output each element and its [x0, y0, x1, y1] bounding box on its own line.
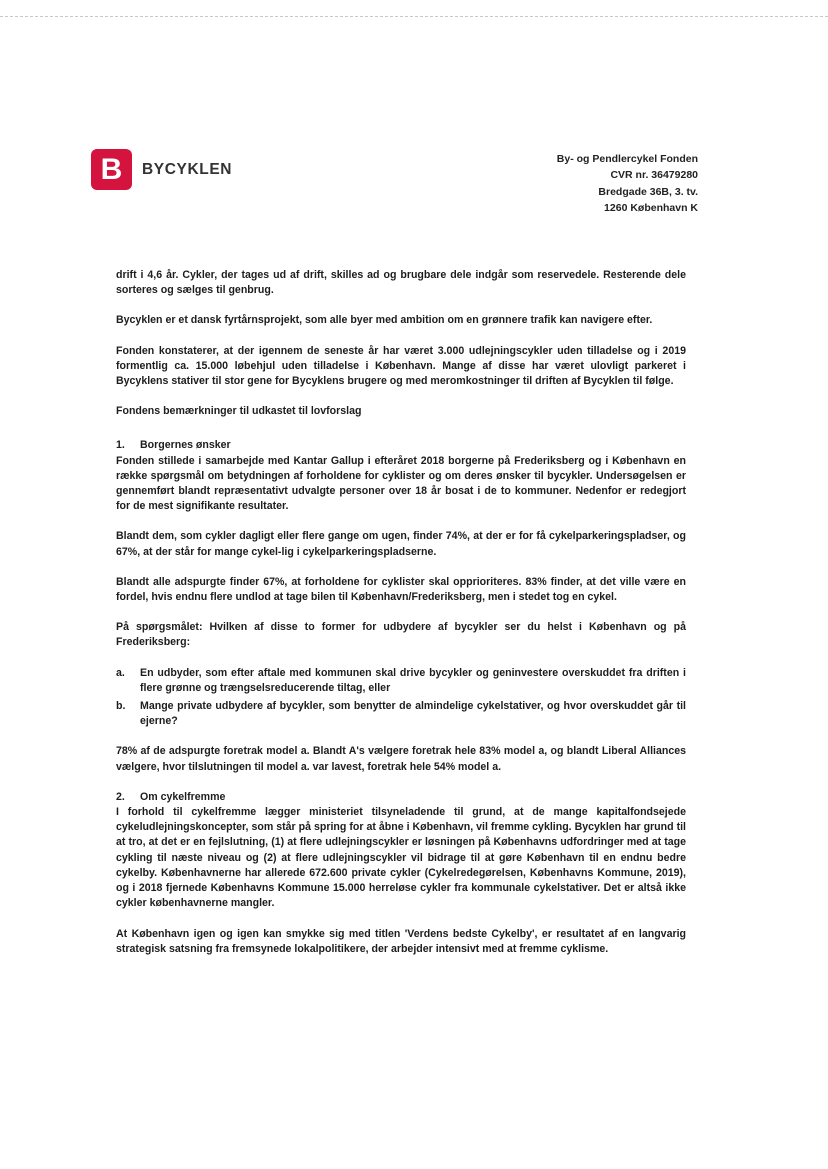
section-number: 1.	[116, 439, 125, 452]
bycyklen-logo	[91, 149, 232, 190]
sender-address	[557, 151, 698, 216]
paragraph: Fonden stillede i samarbejde med Kantar Gallup i efteråret 2018 borgerne på Frederiksberg og i København en række spørgsmål om betydningen af forholdene for cyklister og om deres ønsker til bycykler. Undersøgelsen er gennemført blandt repræsentativt udvalgte personer over 18 år bosat i de to kommuner. Nedenfor er redegjort for de mest signifikante resultater.	[116, 454, 686, 513]
list-item	[116, 699, 686, 729]
letter-body	[116, 268, 686, 972]
paragraph: drift i 4,6 år. Cykler, der tages ud af drift, skilles ad og brugbare dele indgår som reservedele. Resterende dele sorteres og sælges til genbrug.	[116, 269, 686, 297]
address-line-2: CVR nr. 36479280	[610, 169, 698, 182]
top-rule	[0, 16, 828, 17]
paragraph: På spørgsmålet: Hvilken af disse to former for udbydere af bycykler ser du helst i København og på Frederiksberg:	[116, 621, 686, 649]
paragraph: At København igen og igen kan smykke sig med titlen 'Verdens bedste Cykelby', er resultatet af en langvarig strategisk satsning fra fremsynede lokalpolitikere, der arbejder intensivt med at fremme cyklisme.	[116, 927, 686, 955]
paragraph: Blandt dem, som cykler dagligt eller flere gange om ugen, finder 74%, at der er for få cykelparkeringspladser, og 67%, at der står for mange cykel-lig i cykelparkeringspladserne.	[116, 530, 686, 558]
section-1-title	[116, 438, 686, 453]
section-heading: Fondens bemærkninger til udkastet til lovforslag	[116, 405, 362, 418]
section-2-title	[116, 790, 686, 805]
logo-wordmark: BYCYKLEN	[142, 160, 233, 178]
list-label: a.	[116, 666, 125, 679]
paragraph: 78% af de adspurgte foretrak model a. Blandt A's vælgere foretrak hele 83% model a, og blandt Liberal Alliances vælgere, hvor tilslutningen til model a. var lavest, foretrak hele 54% model a.	[116, 745, 686, 773]
paragraph: Bycyklen er et dansk fyrtårnsprojekt, som alle byer med ambition om en grønnere trafik kan navigere efter.	[116, 314, 653, 327]
list-item	[116, 666, 686, 696]
paragraph: I forhold til cykelfremme lægger ministeriet tilsyneladende til grund, at de mange kapitalfondsejede cykeludlejningskoncepter, som står på spring for at åbne i København, vil fremme cykling. Bycyklen har grund til at tro, at det er en fejlslutning, (1) at flere udlejningscykler er løsningen på Københavns udfordringer med at tage cykling til næste niveau og (2) at flere udlejningscykler vil bidrage til at gøre København til en endnu bedre cykelby. Københavnerne har allerede 672.600 private cykler (Cykelredegørelsen, Københavns Kommune, 2019), og i 2018 fjernede Københavns Kommune 15.000 herreløse cykler fra kommunale cykelstativer. Det er altså ikke cykler københavnerne mangler.	[116, 806, 686, 910]
section-number: 2.	[116, 790, 125, 803]
logo-badge: B	[91, 149, 132, 190]
list-label: b.	[116, 700, 126, 713]
address-line-1: By- og Pendlercykel Fonden	[556, 153, 698, 165]
address-line-3: Bredgade 36B, 3. tv.	[598, 185, 698, 198]
options-list	[116, 666, 686, 730]
address-line-4: 1260 København K	[604, 201, 698, 214]
paragraph: Fonden konstaterer, at der igennem de seneste år har været 3.000 udlejningscykler uden tilladelse og i 2019 formentlig ca. 15.000 løbehjul uden tilladelse i København. Mange af disse har været ulovligt parkeret i Bycyklens stativer til stor gene for Bycyklens brugere og med meromkostninger til driften af Bycyklen til følge.	[116, 344, 686, 388]
list-text: En udbyder, som efter aftale med kommunen skal drive bycykler og geninvestere overskuddet fra driften i flere grønne og trængselsreducerende tiltag, eller	[140, 666, 686, 694]
paragraph: Blandt alle adspurgte finder 67%, at forholdene for cyklister skal opprioriteres. 83% finder, at det ville være en fordel, hvis endnu flere undlod at tage bilen til København/Frederiksberg, men i stedet tog en cykel.	[116, 575, 686, 604]
section-title-text: Om cykelfremme	[140, 790, 226, 803]
list-text: Mange private udbydere af bycykler, som benytter de almindelige cykelstativer, og hvor overskuddet går til ejerne?	[140, 700, 686, 728]
section-title-text: Borgernes ønsker	[140, 439, 231, 452]
